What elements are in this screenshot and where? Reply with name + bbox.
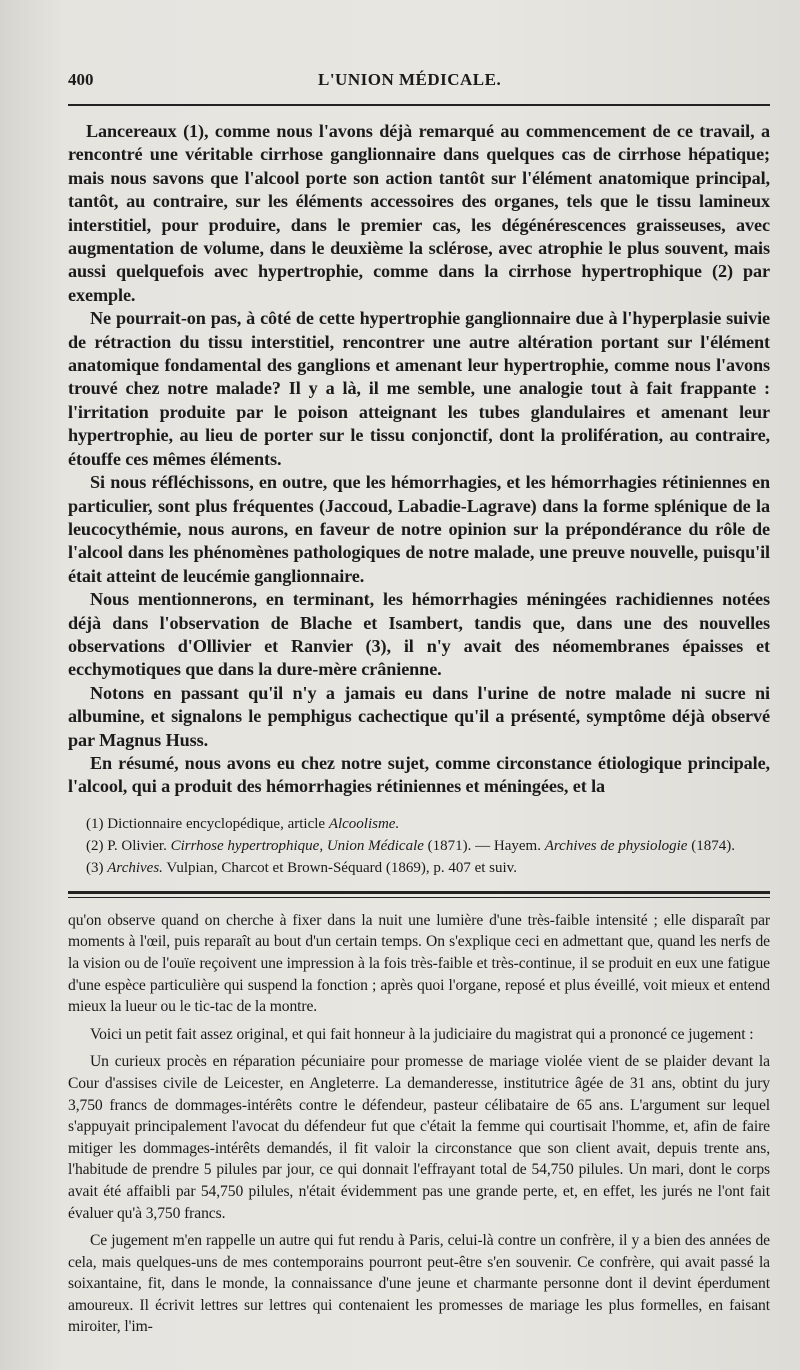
paragraph: Lancereaux (1), comme nous l'avons déjà remarqué au commencement de ce travail, a rencontré une véritable cirrhose ganglionnaire dans quelques cas de cirrhose hépatique; mais nous savons que l'alcool porte son action tantôt sur l'élément anatomique principal, tantôt, au contraire, sur les éléments accessoires des organes, tels que le tissu lamineux interstitiel, pour produire, dans le premier cas, les dégénérescences graisseuses, avec augmentation de volume, dans le deuxième la sclérose, avec atrophie le plus souvent, mais aussi quelquefois avec hypertrophie, comme dans la cirrhose hypertrophique (2) par exemple.	[68, 121, 770, 305]
footnote-text: (1871). — Hayem.	[423, 837, 545, 854]
paragraph: Nous mentionnerons, en terminant, les hémorrhagies méningées rachidiennes notées déjà dans l'observation de Blache et Isambert, tandis que, dans une des nouvelles observations d'Ollivier et Ranvier (3), il n'y avait des néomembranes épaisses et ecchymotiques que dans la dure-mère crânienne.	[68, 589, 770, 680]
running-title: L'UNION MÉDICALE.	[318, 70, 502, 89]
footnote-text: (2) P. Olivier.	[86, 837, 171, 854]
footnote-text: Vulpian, Charcot et Brown-Séquard (1869), p. 407 et suiv.	[162, 859, 517, 876]
paragraph: Un curieux procès en réparation pécuniaire pour promesse de mariage violée vient de se plaider devant la Cour d'assises civile de Leicester, en Angleterre. La demanderesse, institutrice âgée de 31 ans, obtint du jury 3,750 francs de dommages-intérêts contre le défendeur, pasteur célibataire de 65 ans. L'argument sur lequel s'appuyait principalement l'avocat du défendeur fut que c'était la femme qui courtisait l'homme, et, afin de faire mitiger les dommages-intérêts demandés, il fit valoir la circonstance que son client avait, depuis trente ans, l'habitude de prendre 5 pilules par jour, ce qui donnait l'effrayant total de 54,750 pilules. Un mari, dont le corps avait été affaibli par 54,750 pilules, n'était évidemment pas une grande perte, et, en effet, les jurés ne l'ont fait évaluer qu'à 3,750 francs.	[68, 1053, 770, 1222]
paragraph: Ne pourrait-on pas, à côté de cette hypertrophie ganglionnaire due à l'hyperplasie suivie de rétraction du tissu interstitiel, rencontrer une autre altération portant sur l'élément anatomique fondamental des ganglions et amenant leur hypertrophie, comme nous l'avons trouvé chez notre malade? Il y a là, il me semble, une analogie tout à fait frappante : l'irritation produite par le poison atteignant les tubes glandulaires et amenant leur hypertrophie, au lieu de porter sur le tissu conjonctif, dont la prolifération, au contraire, étouffe ces mêmes éléments.	[68, 308, 770, 469]
footnote-1	[68, 813, 770, 835]
footnote-italic: Archives de physiologie	[544, 837, 688, 854]
page-number: 400	[68, 70, 94, 89]
footnote-italic: Cirrhose hypertrophique, Union Médicale	[170, 837, 424, 854]
footnote-italic: Alcoolisme.	[328, 815, 400, 832]
footnote-text: (3)	[86, 859, 108, 876]
footnotes	[68, 813, 770, 879]
paragraph: Ce jugement m'en rappelle un autre qui fut rendu à Paris, celui-là contre un confrère, il y a bien des années de cela, mais quelques-uns de mes contemporains pourront peut-être s'en souvenir. Ce confrère, qui avait passé la soixantaine, fit, dans le monde, la connaissance d'une jeune et charmante personne dont il devint éperdument amoureux. Il écrivit lettres sur lettres qui contenaient les promesses de mariage les plus formelles, en faisant miroiter, l'im-	[68, 1232, 770, 1336]
footnote-italic: Archives.	[107, 859, 163, 876]
paragraph: Notons en passant qu'il n'y a jamais eu dans l'urine de notre malade ni sucre ni albumine, et signalons le pemphigus cachectique qu'il a présenté, symptôme déjà observé par Magnus Huss.	[68, 682, 770, 750]
paragraph: Si nous réfléchissons, en outre, que les hémorrhagies, et les hémorrhagies rétiniennes en particulier, sont plus fréquentes (Jaccoud, Labadie-Lagrave) dans la forme splénique de la leucocythémie, nous aurons, en faveur de notre opinion sur la prépondérance du rôle de l'alcool dans les phénomènes pathologiques de notre malade, une preuve nouvelle, puisqu'il était atteint de leucémie ganglionnaire.	[68, 472, 770, 586]
page-header	[68, 70, 770, 104]
footnote-2	[68, 835, 770, 857]
feuilleton-divider	[68, 891, 770, 898]
footnote-text: (1874).	[687, 837, 735, 854]
footnote-3	[68, 857, 770, 879]
main-text	[68, 120, 770, 799]
paragraph: Voici un petit fait assez original, et qui fait honneur à la judiciaire du magistrat qui a prononcé ce jugement :	[90, 1025, 754, 1043]
footnote-text: (1) Dictionnaire encyclopédique, article	[86, 815, 329, 832]
header-rule	[68, 104, 770, 106]
paragraph: En résumé, nous avons eu chez notre sujet, comme circonstance étiologique principale, l'alcool, qui a produit des hémorrhagies rétiniennes et méningées, et la	[68, 752, 770, 797]
paragraph: qu'on observe quand on cherche à fixer dans la nuit une lumière d'une très-faible intensité ; elle disparaît par moments à l'œil, puis reparaît au bout d'un certain temps. On s'explique ceci en admettant que, quand les nerfs de la vision ou de l'ouïe reçoivent une impression à la fois très-faible et très-continue, il se produit en eux une fatigue d'une espèce particulière qui suspend la fonction ; après quoi l'organe, reposé et plus éveillé, voit mieux et entend mieux la lueur ou le tic-tac de la montre.	[68, 911, 770, 1016]
feuilleton-text	[68, 910, 770, 1338]
